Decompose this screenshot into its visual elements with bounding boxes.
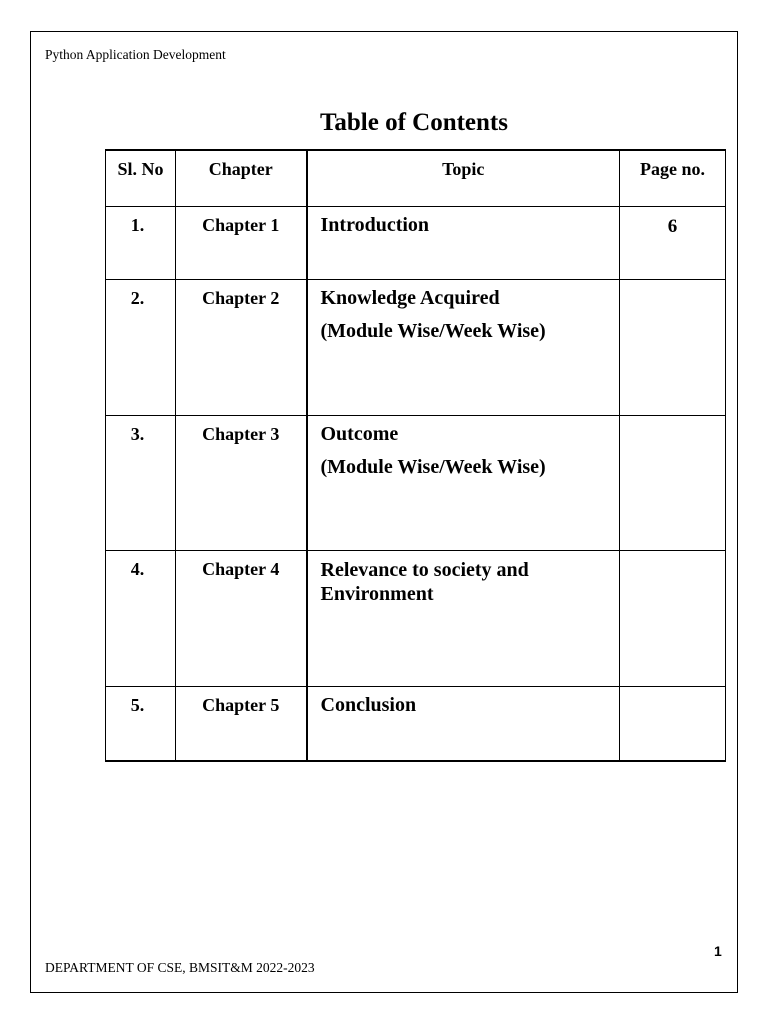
- sl-no-cell: 2.: [106, 279, 176, 415]
- sl-no-cell: 1.: [106, 206, 176, 279]
- topic-title: Knowledge Acquired: [320, 286, 500, 309]
- column-header-sl-no: Sl. No: [106, 150, 176, 206]
- page-no-cell: [620, 686, 726, 761]
- topic-cell: [307, 686, 620, 761]
- topic-subtitle: (Module Wise/Week Wise): [320, 455, 546, 478]
- table-row: [106, 279, 726, 415]
- chapter-cell: Chapter 5: [176, 686, 307, 761]
- topic-title: Outcome: [320, 422, 399, 445]
- page-title: Table of Contents: [320, 109, 508, 136]
- topic-cell: [307, 279, 620, 415]
- toc-table: [105, 149, 726, 762]
- footer-department: DEPARTMENT OF CSE, BMSIT&M 2022-2023: [45, 960, 315, 975]
- topic-title: Introduction: [320, 213, 430, 236]
- page-no-cell: [620, 279, 726, 415]
- topic-title: Conclusion: [320, 693, 417, 716]
- page-no-cell: 6: [620, 206, 726, 279]
- chapter-cell: Chapter 4: [176, 550, 307, 686]
- topic-title: Relevance to society and Environment: [320, 558, 529, 605]
- topic-subtitle: (Module Wise/Week Wise): [320, 319, 546, 342]
- page-no-cell: [620, 550, 726, 686]
- sl-no-cell: 4.: [106, 550, 176, 686]
- topic-cell: [307, 415, 620, 550]
- chapter-cell: Chapter 2: [176, 279, 307, 415]
- chapter-cell: Chapter 3: [176, 415, 307, 550]
- topic-cell: [307, 206, 620, 279]
- sl-no-cell: 5.: [106, 686, 176, 761]
- topic-cell: [307, 550, 620, 686]
- table-row: [106, 550, 726, 686]
- page-no-cell: [620, 415, 726, 550]
- table-row: [106, 206, 726, 279]
- column-header-topic: Topic: [307, 150, 620, 206]
- table-header-row: [106, 150, 726, 206]
- sl-no-cell: 3.: [106, 415, 176, 550]
- table-row: [106, 415, 726, 550]
- column-header-page-no: Page no.: [620, 150, 726, 206]
- running-header: Python Application Development: [45, 47, 226, 62]
- column-header-chapter: Chapter: [176, 150, 307, 206]
- page-number: 1: [714, 943, 722, 959]
- chapter-cell: Chapter 1: [176, 206, 307, 279]
- table-row: [106, 686, 726, 761]
